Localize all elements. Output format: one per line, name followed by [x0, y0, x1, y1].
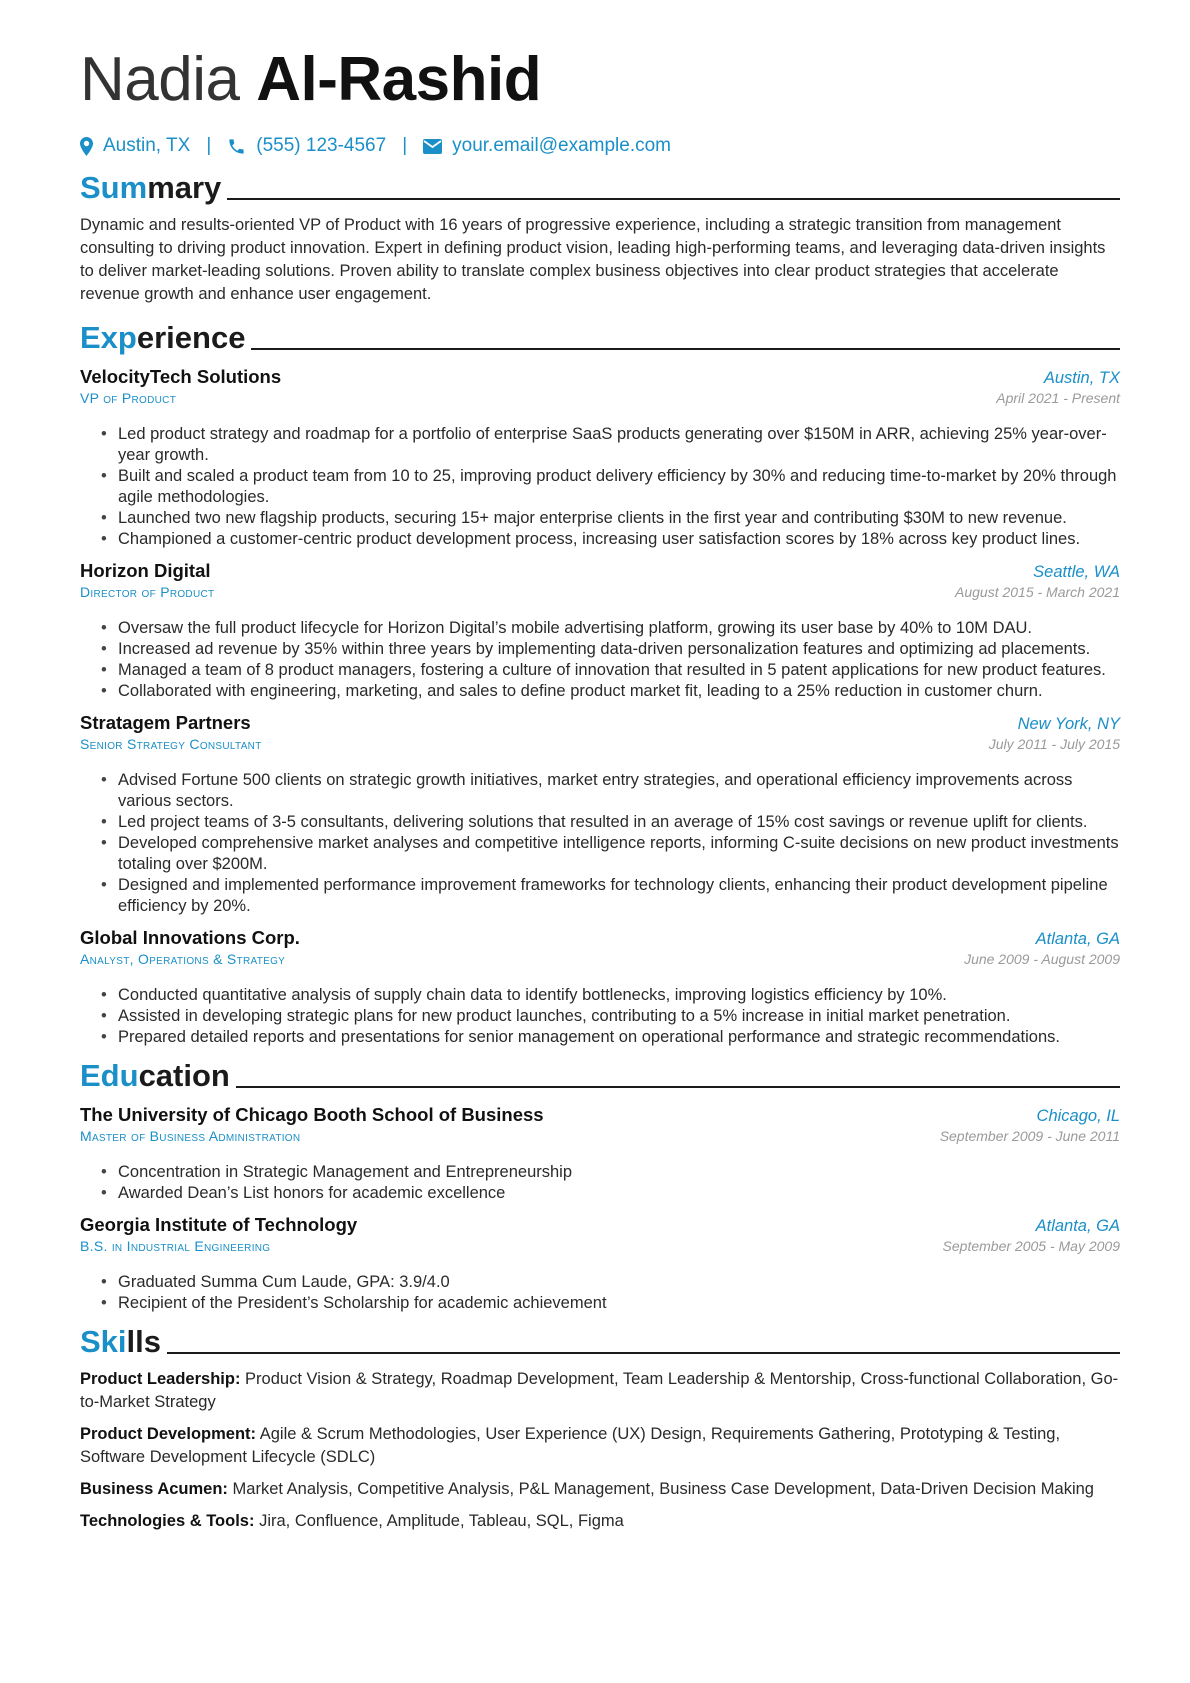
entry-role: VP of Product: [80, 390, 177, 406]
experience-title-rest: erience: [136, 320, 246, 355]
skill-label: Product Development:: [80, 1425, 257, 1443]
experience-heading: [80, 316, 1120, 356]
skill-value: Product Vision & Strategy, Roadmap Development, Team Leadership & Mentorship, Cross-functional Collaboration, Go-to-Market Strategy: [80, 1370, 1119, 1411]
phone-icon: [227, 137, 256, 156]
skill-value: Jira, Confluence, Amplitude, Tableau, SQL, Figma: [259, 1512, 624, 1530]
candidate-name: [80, 40, 1120, 120]
bullet-list: [80, 424, 1120, 550]
bullet-list: [80, 985, 1120, 1048]
skill-label: Business Acumen:: [80, 1480, 228, 1498]
first-name: Nadia: [80, 45, 240, 114]
skill-row: [80, 1368, 1120, 1414]
contact-line: [80, 132, 1120, 160]
list-item: • Managed a team of 8 product managers, fostering a culture of innovation that resulted in 5 patent applications for new product features.: [118, 660, 1120, 681]
summary-heading: [80, 166, 1120, 206]
entry-org: Georgia Institute of Technology: [80, 1214, 358, 1235]
skills-heading: [80, 1320, 1120, 1360]
entry-dates: September 2005 - May 2009: [942, 1238, 1120, 1254]
list-item: • Oversaw the full product lifecycle for Horizon Digital’s mobile advertising platform, growing its user base by 40% to 10M DAU.: [118, 618, 1120, 639]
education-title-rest: cation: [138, 1058, 230, 1093]
entry-dates: April 2021 - Present: [996, 390, 1120, 406]
list-item: • Led product strategy and roadmap for a portfolio of enterprise SaaS products generating over $150M in ARR, achieving 25% year-over-year growth.: [118, 424, 1120, 466]
entry-org: VelocityTech Solutions: [80, 366, 282, 387]
skill-label: Product Leadership:: [80, 1370, 241, 1388]
experience-entry: [80, 560, 1120, 702]
contact-location: [80, 135, 190, 157]
skills-title-accent: Ski: [80, 1324, 127, 1359]
phone-text: (555) 123-4567: [256, 135, 387, 156]
list-item: • Launched two new flagship products, securing 15+ major enterprise clients in the first year and contributing $30M to new revenue.: [118, 508, 1120, 529]
skills-title-rest: lls: [126, 1324, 161, 1359]
skill-value: Market Analysis, Competitive Analysis, P&L Management, Business Case Development, Data-Driven Decision Making: [232, 1480, 1094, 1498]
experience-entry: [80, 366, 1120, 550]
entry-org: Horizon Digital: [80, 560, 211, 581]
contact-separator: |: [402, 135, 408, 156]
entry-dates: June 2009 - August 2009: [964, 951, 1120, 967]
list-item: • Conducted quantitative analysis of supply chain data to identify bottlenecks, improving logistics efficiency by 10%.: [118, 985, 1120, 1006]
last-name: Al-Rashid: [256, 45, 542, 114]
entry-role: Senior Strategy Consultant: [80, 736, 262, 752]
summary-text: Dynamic and results-oriented VP of Product with 16 years of progressive experience, including a strategic transition from management consulting to driving product innovation. Expert in defining product vision, leading high-performing teams, and leveraging data-driven insights to deliver market-leading solutions. Proven ability to translate complex business objectives into clear product strategies that accelerate revenue growth and enhance user engagement.: [80, 216, 1106, 303]
entry-role: Director of Product: [80, 584, 215, 600]
list-item: • Collaborated with engineering, marketing, and sales to define product market fit, leading to a 25% reduction in customer churn.: [118, 681, 1120, 702]
list-item: • Championed a customer-centric product development process, increasing user satisfaction scores by 18% across key product lines.: [118, 529, 1120, 550]
experience-entry: [80, 712, 1120, 917]
education-title-accent: Edu: [80, 1058, 139, 1093]
education-entry: [80, 1104, 1120, 1204]
list-item: • Developed comprehensive market analyses and competitive intelligence reports, informing C-suite decisions on new product investments totaling over $200M.: [118, 833, 1120, 875]
summary-title-accent: Sum: [80, 170, 148, 205]
entry-location: New York, NY: [1017, 715, 1120, 733]
entry-role: B.S. in Industrial Engineering: [80, 1238, 271, 1254]
map-pin-icon: [80, 137, 103, 156]
skills-list: [80, 1368, 1120, 1533]
summary-title-rest: mary: [147, 170, 222, 205]
email-link: your.email@example.com: [452, 135, 671, 156]
envelope-icon: [423, 139, 452, 154]
skill-row: [80, 1510, 1120, 1533]
list-item: • Increased ad revenue by 35% within three years by implementing data-driven personalization features and optimizing ad placements.: [118, 639, 1120, 660]
entry-dates: July 2011 - July 2015: [988, 736, 1120, 752]
section-rule: [251, 348, 1120, 350]
education-entry: [80, 1214, 1120, 1314]
entry-role: Master of Business Administration: [80, 1128, 301, 1144]
entry-org: The University of Chicago Booth School of Business: [80, 1104, 544, 1125]
entry-org: Global Innovations Corp.: [80, 927, 300, 948]
location-text: Austin, TX: [103, 135, 191, 156]
section-rule: [236, 1086, 1120, 1088]
list-item: • Awarded Dean’s List honors for academic excellence: [118, 1183, 1120, 1204]
bullet-list: [80, 1272, 1120, 1314]
contact-email[interactable]: [423, 135, 671, 157]
section-rule: [227, 198, 1120, 200]
list-item: • Concentration in Strategic Management and Entrepreneurship: [118, 1162, 1120, 1183]
list-item: • Led project teams of 3-5 consultants, delivering solutions that resulted in an average of 15% cost savings or revenue uplift for clients.: [118, 812, 1120, 833]
entry-role: Analyst, Operations & Strategy: [80, 951, 286, 967]
list-item: • Built and scaled a product team from 10 to 25, improving product delivery efficiency by 30% and reducing time-to-market by 20% through agile methodologies.: [118, 466, 1120, 508]
entry-org: Stratagem Partners: [80, 712, 251, 733]
bullet-list: [80, 770, 1120, 917]
entry-location: Atlanta, GA: [1035, 1217, 1120, 1235]
experience-title-accent: Exp: [80, 320, 137, 355]
entry-dates: September 2009 - June 2011: [939, 1128, 1120, 1144]
list-item: • Prepared detailed reports and presentations for senior management on operational performance and strategic recommendations.: [118, 1027, 1120, 1048]
entry-location: Austin, TX: [1043, 369, 1120, 387]
entry-location: Chicago, IL: [1036, 1107, 1120, 1125]
skill-label: Technologies & Tools:: [80, 1512, 255, 1530]
contact-separator: |: [206, 135, 212, 156]
skill-row: [80, 1478, 1120, 1501]
section-rule: [167, 1352, 1120, 1354]
experience-entry: [80, 927, 1120, 1048]
list-item: • Assisted in developing strategic plans for new product launches, contributing to a 5% increase in initial market penetration.: [118, 1006, 1120, 1027]
resume-page: [80, 40, 1120, 1542]
entry-location: Seattle, WA: [1033, 563, 1120, 581]
entry-location: Atlanta, GA: [1035, 930, 1120, 948]
education-heading: [80, 1054, 1120, 1094]
entry-dates: August 2015 - March 2021: [955, 584, 1120, 600]
bullet-list: [80, 618, 1120, 702]
skill-row: [80, 1423, 1120, 1469]
contact-phone[interactable]: [227, 135, 386, 157]
skill-value: Agile & Scrum Methodologies, User Experience (UX) Design, Requirements Gathering, Prototyping & Testing, Software Development Lifecycle (SDLC): [80, 1425, 1061, 1466]
list-item: • Designed and implemented performance improvement frameworks for technology clients, enhancing their product development pipeline efficiency by 20%.: [118, 875, 1120, 917]
list-item: • Advised Fortune 500 clients on strategic growth initiatives, market entry strategies, and operational efficiency improvements across various sectors.: [118, 770, 1120, 812]
bullet-list: [80, 1162, 1120, 1204]
list-item: • Recipient of the President’s Scholarship for academic achievement: [118, 1293, 1120, 1314]
list-item: • Graduated Summa Cum Laude, GPA: 3.9/4.0: [118, 1272, 1120, 1293]
